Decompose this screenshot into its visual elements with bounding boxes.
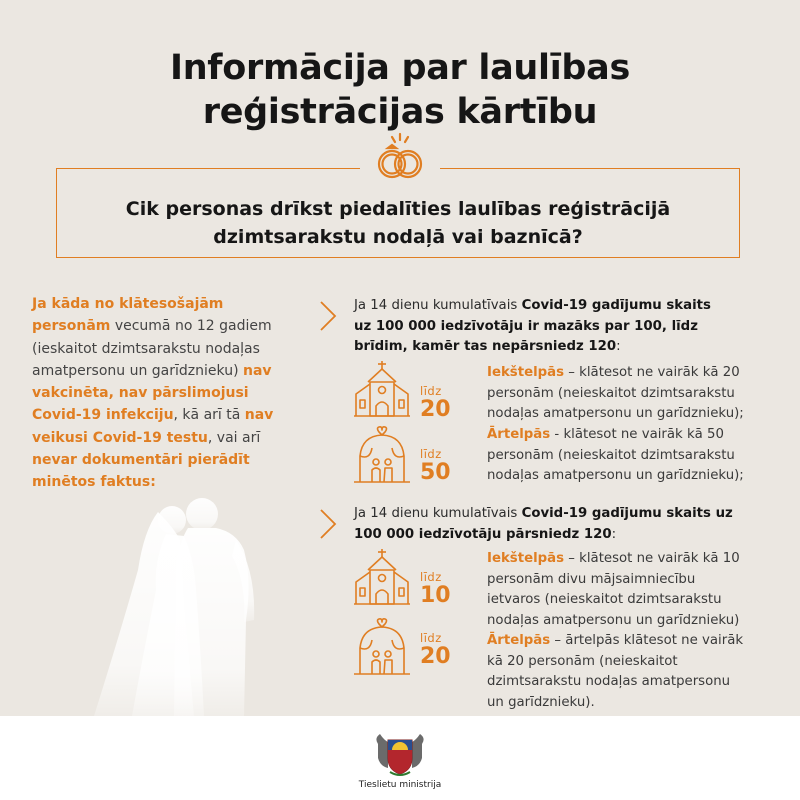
description-outdoor-2 (487, 631, 747, 713)
title-line-1: Informācija par laulības (169, 48, 631, 88)
church-icon (354, 548, 410, 606)
description-keyword: Iekštelpās (487, 551, 565, 566)
bride-groom-silhouette-image (84, 470, 304, 716)
left-text-7: , vai arī (207, 429, 261, 446)
wedding-rings-icon (373, 130, 427, 186)
description-keyword: Iekštelpās (487, 365, 565, 380)
description-text: – ārtelpās klātesot ne vairāk kā 20 personām (neieskaitot dzimtsarakstu nodaļas amatpersonu un garīdznieku). (487, 633, 744, 710)
description-keyword: Ārtelpās (487, 633, 551, 648)
condition-2-text (354, 504, 734, 545)
chevron-right-icon (318, 300, 338, 332)
wedding-arch-icon (352, 426, 412, 484)
church-icon (354, 360, 410, 418)
limit-number-outdoor-1: 50 (420, 460, 451, 485)
left-condition-text (32, 293, 302, 494)
condition-1-part-b: Covid-19 gadījumu skaits uz 100 000 iedzīvotāju ir mazāks par 100, līdz brīdim, kamēr tas nepārsniedz 120 (354, 298, 711, 354)
condition-1-text (354, 296, 724, 358)
limit-label: līdz (420, 447, 442, 461)
condition-2-part-b: Covid-19 gadījumu skaits uz 100 000 iedzīvotāju pārsniedz 120 (354, 506, 733, 542)
question-line-2: dzimtsarakstu nodaļā vai baznīcā? (213, 226, 583, 248)
condition-1-part-c: : (616, 339, 621, 354)
title-line-2: reģistrācijas kārtību (202, 92, 598, 132)
description-outdoor-1 (487, 425, 747, 487)
left-text-4: nav vakcinēta, nav pārslimojusi Covid-19 infekciju (32, 362, 272, 424)
description-text: – klātesot ne vairāk kā 20 personām (neieskaitot dzimtsarakstu nodaļas amatpersonu un garīdznieku); (487, 365, 744, 421)
coat-of-arms-logo (370, 728, 430, 778)
question-line-1: Cik personas drīkst piedalīties laulības reģistrācijā (125, 198, 671, 220)
left-text-8: nevar dokumentāri pierādīt minētos faktus: (32, 452, 250, 491)
limit-number-indoor-2: 10 (420, 583, 451, 608)
limit-number-indoor-1: 20 (420, 397, 451, 422)
left-text-5: , kā arī tā (173, 407, 245, 424)
limit-number-outdoor-2: 20 (420, 644, 451, 669)
ministry-name: Tieslietu ministrija (358, 780, 442, 790)
limit-label: līdz (420, 384, 442, 398)
description-indoor-1 (487, 363, 747, 425)
condition-2-part-c: : (611, 526, 617, 542)
left-text-2: personām (32, 318, 111, 335)
wedding-arch-icon (352, 618, 412, 676)
left-text-3: vecumā no 12 gadiem (ieskaitot dzimtsarakstu nodaļas amatpersonu un garīdznieku) (32, 318, 272, 379)
page-title (0, 46, 800, 134)
description-text: – klātesot ne vairāk kā 10 personām divu mājsaimniecību ietvaros (neieskaitot dzimtsarakstu nodaļas amatpersonu un garīdznieku) (487, 551, 740, 628)
chevron-right-icon (318, 508, 338, 540)
left-text-1: Ja kāda no klātesošajām (32, 296, 224, 312)
limit-label: līdz (420, 631, 442, 645)
description-text: - klātesot ne vairāk kā 50 personām (neieskaitot dzimtsarakstu nodaļas amatpersonu un garīdznieku); (487, 427, 744, 483)
question-heading (56, 195, 740, 251)
limit-label: līdz (420, 570, 442, 584)
condition-1-part-a: Ja 14 dienu kumulatīvais (354, 298, 522, 313)
description-keyword: Ārtelpās (487, 427, 551, 442)
description-indoor-2 (487, 549, 747, 631)
left-text-6: nav veikusi Covid-19 testu (32, 407, 274, 446)
condition-2-part-a: Ja 14 dienu kumulatīvais (354, 506, 522, 521)
